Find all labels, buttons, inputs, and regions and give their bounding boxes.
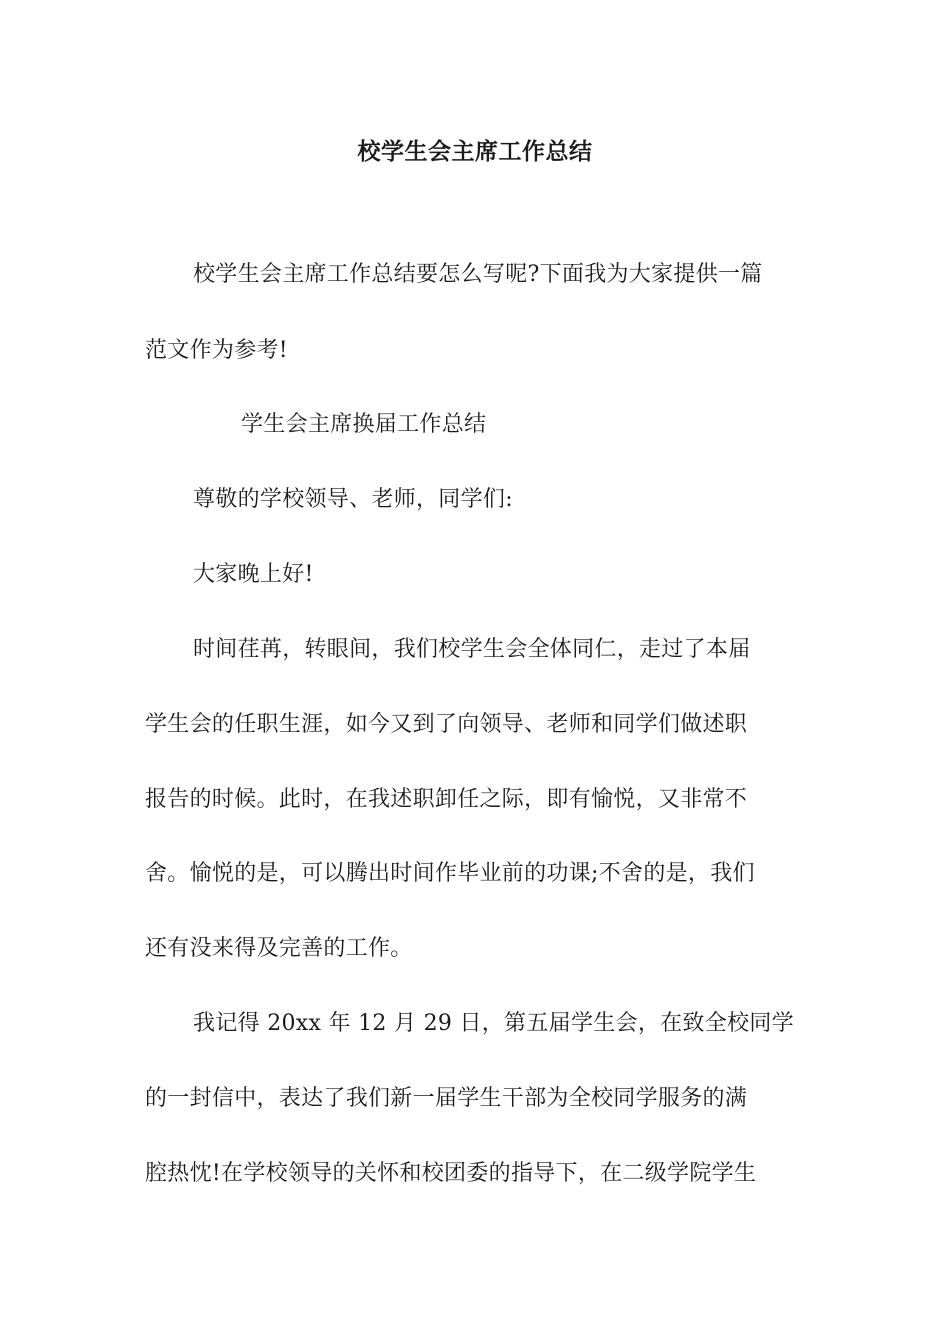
paragraph-line: 报告的时候。此时，在我述职卸任之际，即有愉悦，又非常不 bbox=[145, 787, 748, 812]
greeting-line: 大家晚上好! bbox=[193, 562, 314, 587]
salutation-line: 尊敬的学校领导、老师，同学们: bbox=[193, 487, 513, 512]
paragraph-line: 我记得 20xx 年 12 月 29 日，第五届学生会，在致全校同学 bbox=[193, 1011, 794, 1036]
section-heading: 学生会主席换届工作总结 bbox=[241, 412, 487, 437]
paragraph-line: 腔热忱!在学校领导的关怀和校团委的指导下，在二级学院学生 bbox=[145, 1161, 757, 1186]
paragraph-line: 范文作为参考! bbox=[145, 338, 288, 363]
paragraph-line: 学生会的任职生涯，如今又到了向领导、老师和同学们做述职 bbox=[145, 712, 748, 737]
paragraph-line: 校学生会主席工作总结要怎么写呢?下面我为大家提供一篇 bbox=[193, 262, 763, 287]
paragraph-line: 的一封信中，表达了我们新一届学生干部为全校同学服务的满 bbox=[145, 1086, 748, 1111]
paragraph-line: 时间荏苒，转眼间，我们校学生会全体同仁，走过了本届 bbox=[193, 637, 751, 662]
paragraph-line: 还有没来得及完善的工作。 bbox=[145, 936, 413, 961]
document-title: 校学生会主席工作总结 bbox=[357, 138, 593, 165]
paragraph-line: 舍。愉悦的是，可以腾出时间作毕业前的功课;不舍的是，我们 bbox=[145, 861, 755, 886]
